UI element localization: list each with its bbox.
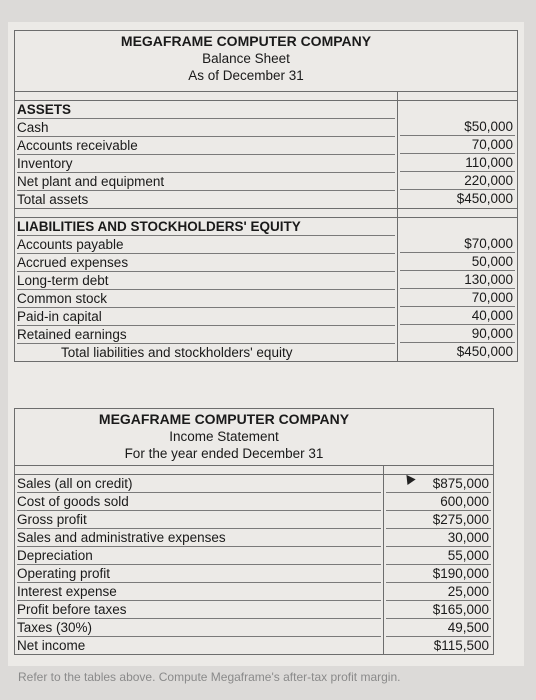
balance-sheet-title-block bbox=[15, 31, 518, 92]
income-label: Operating profit bbox=[17, 565, 381, 583]
income-label: Cost of goods sold bbox=[17, 493, 381, 511]
asset-label: Total assets bbox=[17, 192, 89, 207]
income-label: Taxes (30%) bbox=[17, 619, 381, 637]
balance-sheet-statement: Balance Sheet bbox=[202, 51, 290, 66]
income-statement-period: For the year ended December 31 bbox=[124, 446, 324, 461]
income-label: Sales (all on credit) bbox=[17, 475, 381, 493]
assets-values bbox=[398, 101, 518, 209]
assets-labels bbox=[15, 101, 398, 209]
liabilities-labels bbox=[15, 218, 398, 362]
income-values bbox=[384, 475, 494, 655]
liabilities-header: LIABILITIES AND STOCKHOLDERS' EQUITY bbox=[17, 218, 395, 236]
liability-label: Retained earnings bbox=[17, 326, 395, 344]
liability-value: 50,000 bbox=[400, 253, 515, 271]
liability-value: 90,000 bbox=[400, 325, 515, 343]
liability-label: Accrued expenses bbox=[17, 254, 395, 272]
asset-value: 70,000 bbox=[400, 136, 515, 154]
question-text: Refer to the tables above. Compute Megaframe's after-tax profit margin. bbox=[18, 670, 401, 684]
income-label: Interest expense bbox=[17, 583, 381, 601]
liability-value: $450,000 bbox=[456, 344, 513, 359]
liability-value: 70,000 bbox=[400, 289, 515, 307]
liability-label: Paid-in capital bbox=[17, 308, 395, 326]
income-value: $190,000 bbox=[386, 565, 491, 583]
liability-value: 130,000 bbox=[400, 271, 515, 289]
liability-label: Long-term debt bbox=[17, 272, 395, 290]
income-value: 55,000 bbox=[386, 547, 491, 565]
balance-sheet-table bbox=[14, 30, 518, 362]
income-label: Gross profit bbox=[17, 511, 381, 529]
income-value: 30,000 bbox=[386, 529, 491, 547]
income-value: 25,000 bbox=[386, 583, 491, 601]
income-statement-table bbox=[14, 408, 494, 655]
liability-value: 40,000 bbox=[400, 307, 515, 325]
income-labels bbox=[15, 475, 384, 655]
asset-label: Cash bbox=[17, 119, 395, 137]
asset-value: $450,000 bbox=[456, 191, 513, 206]
asset-value: 220,000 bbox=[400, 172, 515, 190]
liability-label: Common stock bbox=[17, 290, 395, 308]
liability-value: $70,000 bbox=[400, 235, 515, 253]
income-label: Profit before taxes bbox=[17, 601, 381, 619]
assets-header: ASSETS bbox=[17, 101, 395, 119]
income-label: Net income bbox=[17, 638, 86, 653]
income-value: $275,000 bbox=[386, 511, 491, 529]
income-value: 49,500 bbox=[386, 619, 491, 637]
asset-label: Inventory bbox=[17, 155, 395, 173]
income-value: $875,000 bbox=[386, 475, 491, 493]
liability-total-label: Total liabilities and stockholders' equity bbox=[61, 345, 293, 360]
asset-label: Net plant and equipment bbox=[17, 173, 395, 191]
asset-label: Accounts receivable bbox=[17, 137, 395, 155]
income-value: $115,500 bbox=[433, 638, 489, 653]
worksheet bbox=[8, 22, 524, 666]
income-value: $165,000 bbox=[386, 601, 491, 619]
balance-sheet-company: MEGAFRAME COMPUTER COMPANY bbox=[120, 33, 372, 49]
liability-label: Accounts payable bbox=[17, 236, 395, 254]
income-statement-statement: Income Statement bbox=[169, 429, 279, 444]
income-statement-company: MEGAFRAME COMPUTER COMPANY bbox=[98, 411, 350, 427]
asset-value: $50,000 bbox=[400, 118, 515, 136]
income-label: Sales and administrative expenses bbox=[17, 529, 381, 547]
income-label: Depreciation bbox=[17, 547, 381, 565]
income-value: 600,000 bbox=[386, 493, 491, 511]
income-statement-title-block bbox=[15, 409, 494, 466]
asset-value: 110,000 bbox=[400, 154, 515, 172]
liabilities-values bbox=[398, 218, 518, 362]
balance-sheet-date: As of December 31 bbox=[188, 68, 304, 83]
